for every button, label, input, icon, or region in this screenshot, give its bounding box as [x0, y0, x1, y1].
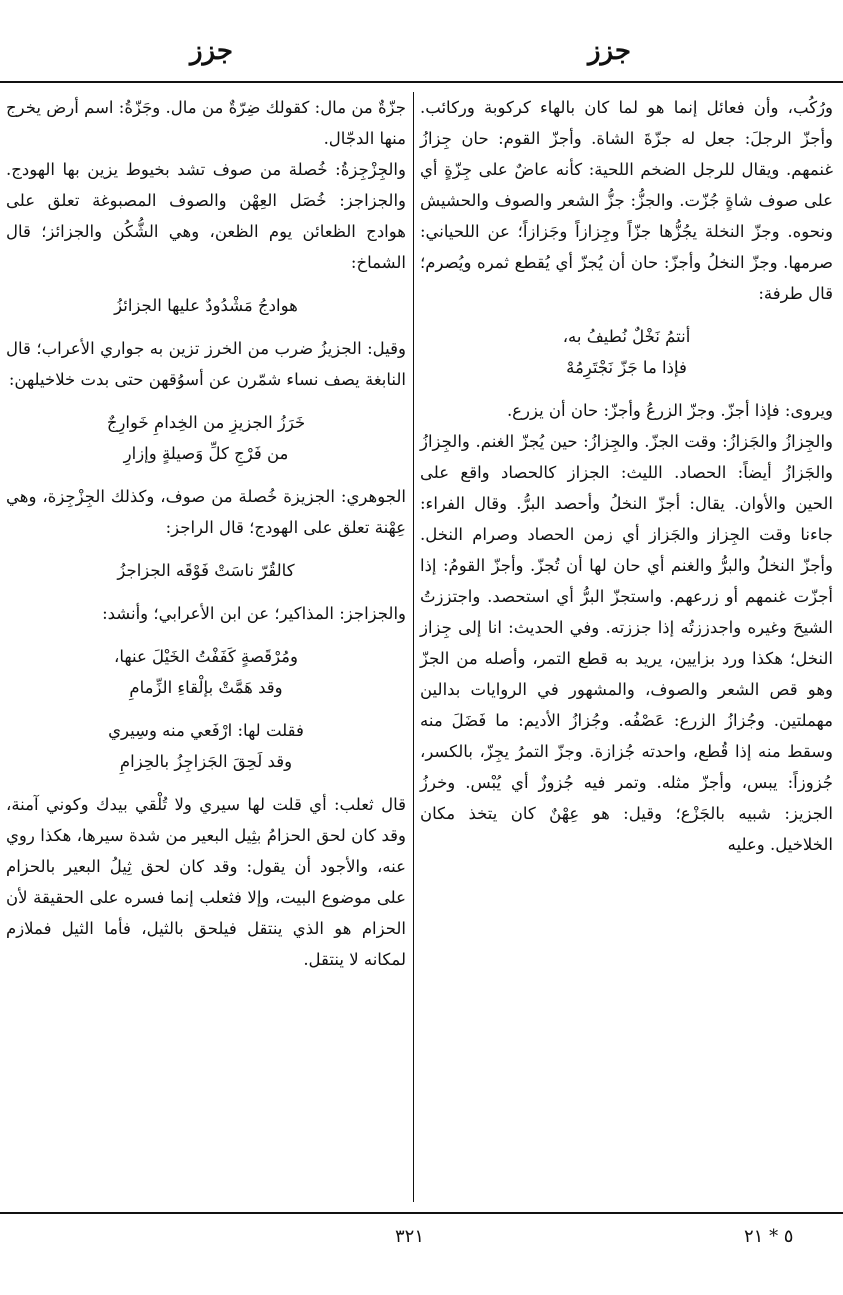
- verse-block: [6, 407, 406, 469]
- text-paragraph: والجزاجز: المذاكير؛ عن ابن الأعرابي؛ وأنشد:: [102, 604, 406, 623]
- text-paragraph: وقيل: الجزيزُ ضرب من الخرز تزين به جواري الأعراب؛ قال النابغة يصف نساء شمّرن عن أسوُقهن حتى بدت خلاخيلهن:: [6, 339, 406, 389]
- text-paragraph: الجوهري: الجزيزة خُصلة من صوف، وكذلك الجِزْجِزة، وهي عِهْنة تعلق على الهودج؛ قال الراجز:: [6, 487, 406, 537]
- footer-rule: [0, 1212, 843, 1214]
- left-column: [6, 92, 406, 975]
- verse-line: هوادجُ مَشْدُودٌ عليها الجزائزُ: [114, 296, 298, 315]
- text-paragraph: جزّةٌ من مال: كقولك ضِرّةٌ من مال. وجَزّةُ: اسم أرض يخرج منها الدجّال.: [6, 98, 406, 148]
- page-footer: [0, 1226, 843, 1256]
- verse-block: [6, 555, 406, 586]
- verse-block: [6, 715, 406, 777]
- text-paragraph: والجِزازُ والجَزازُ: وقت الجزّ. والجِزازُ: حين يُجزّ الغنم. والجِزازُ والجَزازُ أيضاً: الحصاد. الليث: الجزاز كالحصاد واقع على الحين والأوان. يقال: أجزّ النخلُ وأحصد البرُّ. وقال الفراء: جاءنا وقت الجِزاز والجَزاز أي زمن الحصاد وصرام النخل. وأجزّ النخلُ والبرُّ والغنم أي حان لها أن تُجزّ. وأجزّ القومُ: إذا أجزّت غنمهم أو زرعهم. واستجزّ البرُّ أي استحصد. واجتززتُ الشيحَ وغيره واجدززتُه إذا جززته. وفي الحديث: انا إلى جِزاز النخل؛ هكذا ورد بزايين، يريد به قطع التمر، وأصله من الجزّ وهو قص الشعر والصوف، والمشهور في الروايات بدالين مهملتين. وجُزازُ الزرع: عَصْفُه. وجُزازُ الأديم: ما فَضَلَ منه وسقط منه إذا قُطع، واحدته جُزازة. وجزّ التمرُ يجِزّ، بالكسر، جُزوزاً: يبس، وأجزّ مثله. وتمر فيه جُزوزٌ أي يُبْس. وخرزُ الجزيز: شبيه بالجَزْع؛ وقيل: هو عِهْنٌ كان يتخذ مكان الخلاخيل. وعليه: [420, 432, 833, 854]
- header-left-word: جزز: [190, 36, 233, 66]
- verse-line: كالقُرّ ناسَتْ فَوْقَه الجزاجزُ: [117, 561, 295, 580]
- text-paragraph: والجِزْجِزةُ: خُصلة من صوف تشد بخيوط يزين بها الهودج. والجزاجز: خُصَل العِهْن والصوف المصبوغة تعلق على هوادج الظعائن يوم الظعن، وهي الشُّكُن والجزائز؛ قال الشماخ:: [6, 160, 406, 272]
- verse-block: [420, 321, 833, 383]
- text-paragraph: قال ثعلب: أي قلت لها سيري ولا تُلْقي بيدك وكوني آمنة، وقد كان لحق الحزامُ بثِيل البعير من شدة سيرها، هكذا روي عنه، والأجود أن يقول: وقد كان لحق ثِيلُ البعير بالحزام على موضوع البيت، وإلا فثعلب إنما فسره على الحقيقة لأن الحزام هو الذي ينتقل فيلحق بالثيل، فأما الثيل فملازم لمكانه لا ينتقل.: [6, 795, 406, 969]
- verse-block: [6, 641, 406, 703]
- column-divider: [413, 92, 414, 1202]
- signature-mark: ٥ * ٢١: [744, 1226, 794, 1247]
- verse-line: فقلت لها: ارْفَعي منه وسِيري: [108, 721, 304, 740]
- verse-line: أنتمُ نَخْلٌ نُطيفُ به،: [562, 327, 691, 346]
- page-number: ٣٢١: [395, 1226, 425, 1247]
- verse-line: خَرَزُ الجزيزِ من الخِدامِ خَوارِجٌ: [106, 413, 306, 432]
- verse-block: [6, 290, 406, 321]
- verse-line: وقد هَمَّتْ بإلْقاءِ الزِّمامِ: [129, 678, 283, 697]
- text-paragraph: ويروى: فإذا أجزّ. وجزّ الزرعُ وأجزّ: حان أن يزرع.: [506, 401, 833, 420]
- text-paragraph: ورُكُب، وأن فعائل إنما هو لما كان بالهاء كركوبة وركائب. وأجزّ الرجلَ: جعل له جزّةَ الشاة. وأجزّ القوم: حان جِزازُ غنمهم. ويقال للرجل الضخم اللحية: كأنه عاضٌ على جِزّةٍ أي على صوف شاةٍ جُزّت. والجزُّ: جزُّ الشعر والصوف والحشيش ونحوه. وجزّ النخلة يجُزُّها جزّاً وجِزازاً وجَزازاً؛ عن اللحياني: صرمها. وجزّ النخلُ وأجزّ: حان أن يُجزّ أي يُقطع ثمره ويُصرم؛ قال طرفة:: [420, 98, 833, 303]
- header-rule: [0, 81, 843, 83]
- page-header: [0, 36, 843, 76]
- verse-line: وقد لَحِقَ الجَزاجِزُ بالحِزامِ: [119, 752, 293, 771]
- verse-line: فإذا ما جَزّ نَجْتَرِمُهْ: [566, 358, 687, 377]
- verse-line: من فَرْجِ كلِّ وَصيلةٍ وإزارِ: [123, 444, 289, 463]
- header-right-word: جزز: [588, 36, 631, 66]
- right-column: [420, 92, 833, 860]
- verse-line: ومُرْقَصةٍ كَفَفْتُ الخَيْلَ عنها،: [114, 647, 298, 666]
